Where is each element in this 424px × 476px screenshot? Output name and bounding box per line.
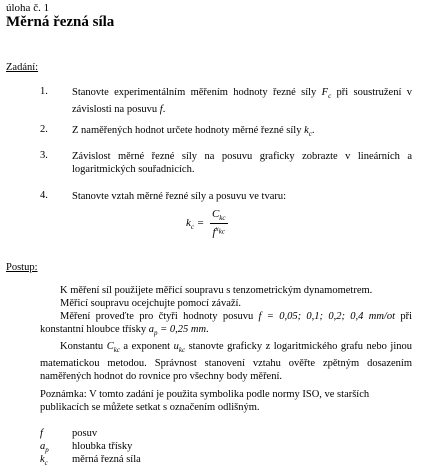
postup-p3: Měření proveďte pro čtyři hodnoty posuvu f = 0,05; 0,1; 0,2; 0,4 mm/ot při konstantní hloubce třísky $a_p = 0,25$ mm. [40,311,412,338]
postup-p4: Konstantu $C_{kc}$ a exponent $u_{kc}$ stanovte graficky z logaritmického grafu nebo jinou matematickou metodou. Správnost stanovení vztahu ověřte zpětným dosazením naměřených hodnot do rovnice pro všechny body měření. [40,341,412,383]
page-title: Měrná řezná síla [6,14,115,30]
formula-fraction: $\frac{C_{kc}}{f^{x_{kc}}}$ [211,208,226,239]
postup-paragraphs [40,284,412,383]
postup-p2: Měřicí soupravu ocejchujte pomocí závaží. [60,298,242,309]
item-4-number: 4. [40,190,48,201]
task-label: úloha č. 1 [6,2,50,14]
item-1-number: 1. [40,86,48,97]
symbol-row-kc: $k_c$ měrná řezná síla [40,454,141,468]
postup-heading: Postup: [6,262,38,273]
symbol-row-f: f posuv [40,428,98,439]
item-3-text: Závislost měrné řezné síly na posuvu graficky zobrazte v lineárních a logaritmických souřadnicích. [72,151,412,175]
item-3-number: 3. [40,150,48,161]
zadani-heading: Zadání: [6,62,39,73]
note: Poznámka: V tomto zadání je použita symbolika podle normy ISO, ve starších publikacích se můžete setkat s označením odlišným. [40,389,370,413]
item-2-number: 2. [40,124,48,135]
formula: $k_c$ = $\frac{C_{kc}}{f^{x_{kc}}}$ [186,208,226,239]
symbol-row-ap: $a_p$ hloubka třísky [40,441,133,455]
item-2-text: Z naměřených hodnot určete hodnoty měrné řezné síly $k_c$. [72,125,315,139]
postup-p1: K měření síl použijete měřicí soupravu s tenzometrickým dynamometrem. [60,285,373,296]
item-4-text: Stanovte vztah měrné řezné síly a posuvu ve tvaru: [72,191,287,202]
item-1-text: Stanovte experimentálním měřením hodnoty řezné síly $F_c$ při soustružení v závislosti na posuvu f. [72,87,412,116]
